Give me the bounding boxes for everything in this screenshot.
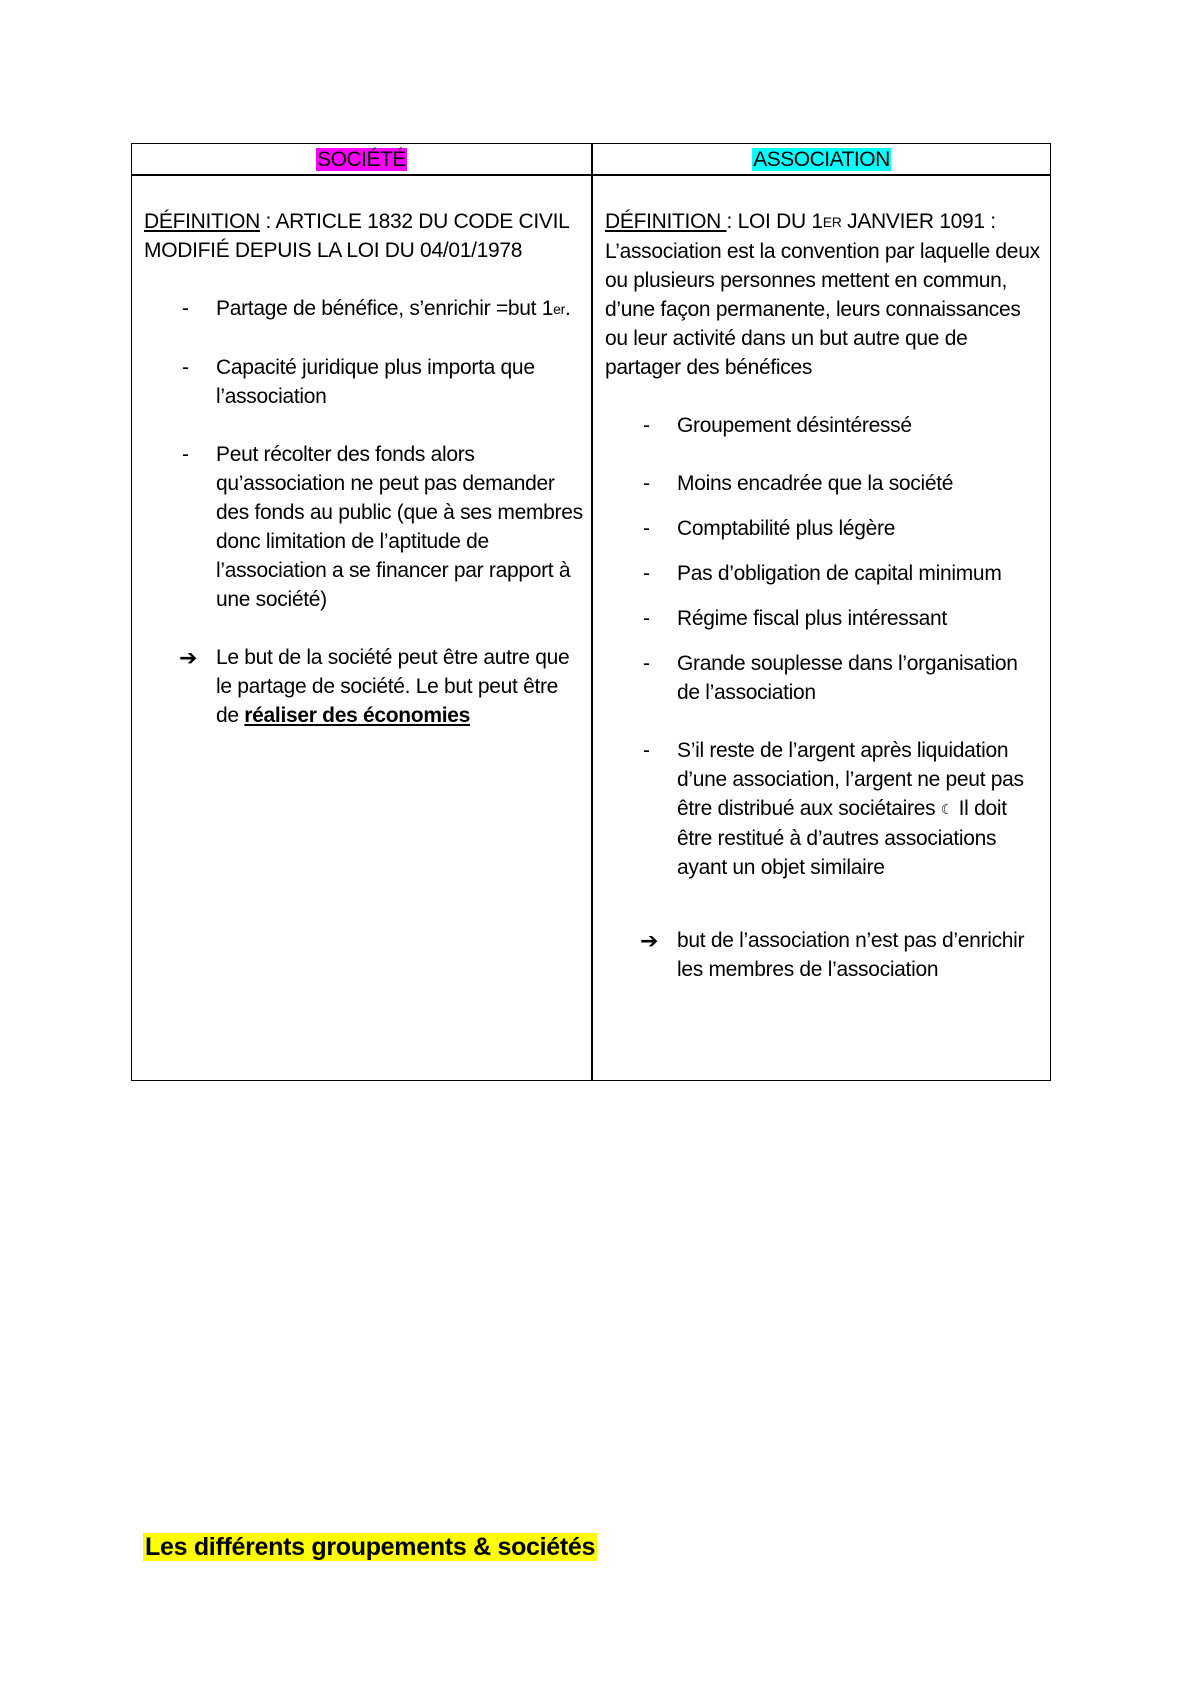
conclusion-item xyxy=(605,926,1045,984)
list-item xyxy=(144,440,584,614)
societe-definition-text: : ARTICLE 1832 DU CODE CIVIL MODIFIÉ DEPUIS LA LOI DU 04/01/1978 xyxy=(144,210,569,262)
crescent-symbol-icon: ☾ xyxy=(940,801,954,817)
list-item xyxy=(605,559,1045,588)
association-definition-label: DÉFINITION xyxy=(605,210,727,233)
dash-bullet: - xyxy=(643,517,650,540)
header-association-label: ASSOCIATION xyxy=(753,148,890,171)
list-item-text: Capacité juridique plus importa que l’association xyxy=(216,356,535,408)
list-item-text: Grande souplesse dans l’organisation de l’association xyxy=(677,652,1018,704)
superscript: er xyxy=(553,301,565,317)
header-societe xyxy=(132,144,591,174)
association-definition-intro: : LOI DU 1 xyxy=(726,210,823,233)
conclusion-item xyxy=(144,643,584,730)
conclusion-text: Le but de la société peut être autre que le partage de société. Le but peut être de xyxy=(216,646,570,727)
arrow-right-icon: ➔ xyxy=(640,928,659,953)
list-item xyxy=(605,514,1045,543)
list-item xyxy=(144,353,584,411)
dash-bullet: - xyxy=(643,414,650,437)
dash-bullet: - xyxy=(182,297,189,320)
association-list xyxy=(605,411,1045,984)
association-definition-body: L’association est la convention par laquelle deux ou plusieurs personnes mettent en commun, d’une façon permanente, leurs connaissances ou leur activité dans un but autre que de partager des bénéfices xyxy=(605,240,1040,379)
association-definition-rest: JANVIER 1091 : xyxy=(841,210,996,233)
list-item-text-end: . xyxy=(564,297,571,320)
superscript: ER xyxy=(822,214,842,230)
association-definition xyxy=(605,207,1045,237)
list-item-text: Groupement désintéressé xyxy=(677,414,912,437)
list-item xyxy=(605,649,1045,707)
list-item xyxy=(605,411,1045,440)
dash-bullet: - xyxy=(643,607,650,630)
societe-column xyxy=(144,207,584,730)
dash-bullet: - xyxy=(182,443,189,466)
societe-definition-label: DÉFINITION xyxy=(144,210,260,233)
header-societe-label: SOCIÉTÉ xyxy=(317,148,406,171)
arrow-right-icon: ➔ xyxy=(179,645,198,670)
list-item-text: Partage de bénéfice, s’enrichir =but 1 xyxy=(216,297,554,320)
list-item-text: Moins encadrée que la société xyxy=(677,472,954,495)
list-item-text: S’il reste de l’argent après liquidation d’une association, l’argent ne peut pas être distribué aux sociétaires xyxy=(677,739,1024,820)
list-item-text: Peut récolter des fonds alors qu’association ne peut pas demander des fonds au public (que à ses membres donc limitation de l’aptitude de l’association a se financer par rapport à une société) xyxy=(216,443,583,611)
section-title xyxy=(143,1529,597,1565)
comparison-table xyxy=(131,143,1051,1081)
conclusion-underlined: réaliser des économies xyxy=(244,704,470,727)
column-divider xyxy=(591,144,593,1080)
dash-bullet: - xyxy=(643,472,650,495)
association-column xyxy=(605,207,1045,984)
societe-list xyxy=(144,294,584,730)
section-title-text: Les différents groupements & sociétés xyxy=(145,1533,596,1561)
dash-bullet: - xyxy=(182,356,189,379)
list-item-text-end: Il doit être restitué à d’autres associations ayant un objet similaire xyxy=(677,797,1007,879)
list-item xyxy=(605,736,1045,882)
dash-bullet: - xyxy=(643,739,650,762)
dash-bullet: - xyxy=(643,562,650,585)
dash-bullet: - xyxy=(643,652,650,675)
list-item-text: Comptabilité plus légère xyxy=(677,517,896,540)
list-item xyxy=(605,604,1045,633)
conclusion-text: but de l’association n’est pas d’enrichir les membres de l’association xyxy=(677,929,1025,981)
list-item xyxy=(144,294,584,324)
header-divider xyxy=(132,174,1050,176)
header-association xyxy=(593,144,1050,174)
societe-definition xyxy=(144,207,584,265)
list-item-text: Pas d’obligation de capital minimum xyxy=(677,562,1002,585)
list-item xyxy=(605,469,1045,498)
list-item-text: Régime fiscal plus intéressant xyxy=(677,607,947,630)
